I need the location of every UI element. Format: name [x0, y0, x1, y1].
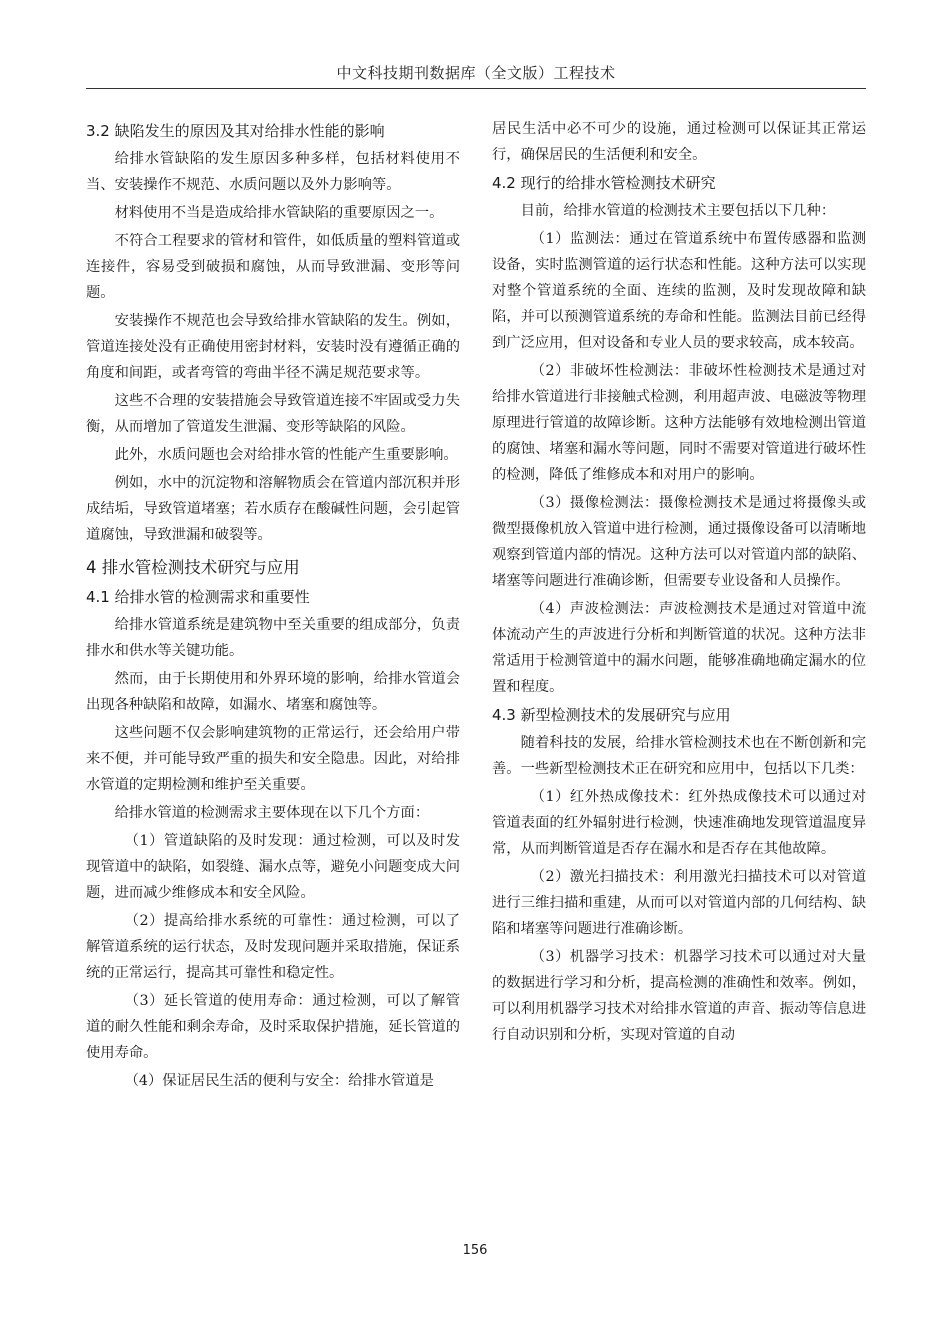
paragraph: 例如，水中的沉淀物和溶解物质会在管道内部沉积并形成结垢，导致管道堵塞；若水质存在酸碱性问题，会引起管道腐蚀，导致泄漏和破裂等。 — [86, 475, 460, 543]
section-4-2-heading: 4.2 现行的给排水管检测技术研究 — [492, 174, 716, 192]
list-item: （2）非破坏性检测法：非破坏性检测技术是通过对给排水管道进行非接触式检测，利用超声波、电磁波等物理原理进行管道的故障诊断。这种方法能够有效地检测出管道的腐蚀、堵塞和漏水等问题，同时不需要对管道进行破坏性的检测，降低了维修成本和对用户的影响。 — [492, 363, 866, 483]
paragraph: 安装操作不规范也会导致给排水管缺陷的发生。例如，管道连接处没有正确使用密封材料，安装时没有遵循正确的角度和间距，或者弯管的弯曲半径不满足规范要求等。 — [86, 313, 460, 381]
header-rule — [86, 88, 866, 89]
journal-header: 中文科技期刊数据库（全文版）工程技术 — [336, 64, 616, 82]
paragraph: 这些不合理的安装措施会导致管道连接不牢固或受力失衡，从而增加了管道发生泄漏、变形等缺陷的风险。 — [86, 393, 460, 435]
paragraph: 给排水管道的检测需求主要体现在以下几个方面： — [114, 805, 430, 821]
paragraph: 材料使用不当是造成给排水管缺陷的重要原因之一。 — [114, 205, 444, 221]
left-column — [86, 116, 460, 1096]
list-item: （4）保证居民生活的便利与安全：给排水管道是 — [124, 1073, 434, 1089]
list-item: （1）红外热成像技术：红外热成像技术可以通过对管道表面的红外辐射进行检测，快速准确地发现管道温度异常，从而判断管道是否存在漏水和是否存在其他故障。 — [492, 789, 866, 857]
list-item: （3）延长管道的使用寿命：通过检测，可以了解管道的耐久性能和剩余寿命，及时采取保护措施，延长管道的使用寿命。 — [86, 993, 460, 1061]
section-3-2-heading: 3.2 缺陷发生的原因及其对给排水性能的影响 — [86, 122, 385, 140]
paragraph: 不符合工程要求的管材和管件，如低质量的塑料管道或连接件，容易受到破损和腐蚀，从而导致泄漏、变形等问题。 — [86, 233, 460, 301]
list-item: （3）摄像检测法：摄像检测技术是通过将摄像头或微型摄像机放入管道中进行检测，通过摄像设备可以清晰地观察到管道内部的情况。这种方法可以对管道内部的缺陷、堵塞等问题进行准确诊断，但需要专业设备和人员操作。 — [492, 495, 866, 589]
paragraph: 这些问题不仅会影响建筑物的正常运行，还会给用户带来不便，并可能导致严重的损失和安全隐患。因此，对给排水管道的定期检测和维护至关重要。 — [86, 725, 460, 793]
paragraph: 目前，给排水管道的检测技术主要包括以下几种： — [520, 203, 836, 219]
list-item: （1）管道缺陷的及时发现：通过检测，可以及时发现管道中的缺陷，如裂缝、漏水点等，避免小问题变成大问题，进而减少维修成本和安全风险。 — [86, 833, 460, 901]
right-column — [492, 116, 866, 1050]
paragraph: 然而，由于长期使用和外界环境的影响，给排水管道会出现各种缺陷和故障，如漏水、堵塞和腐蚀等。 — [86, 671, 460, 713]
list-item: （3）机器学习技术：机器学习技术可以通过对大量的数据进行学习和分析，提高检测的准确性和效率。例如，可以利用机器学习技术对给排水管道的声音、振动等信息进行自动识别和分析，实现对管道的自动 — [492, 949, 866, 1043]
paragraph-continued: 居民生活中必不可少的设施，通过检测可以保证其正常运行，确保居民的生活便利和安全。 — [492, 121, 866, 163]
list-item: （1）监测法：通过在管道系统中布置传感器和监测设备，实时监测管道的运行状态和性能。这种方法可以实现对整个管道系统的全面、连续的监测，及时发现故障和缺陷，并可以预测管道系统的寿命和性能。监测法目前已经得到广泛应用，但对设备和专业人员的要求较高，成本较高。 — [492, 231, 866, 351]
list-item: （4）声波检测法：声波检测技术是通过对管道中流体流动产生的声波进行分析和判断管道的状况。这种方法非常适用于检测管道中的漏水问题，能够准确地确定漏水的位置和程度。 — [492, 601, 866, 695]
section-4-3-heading: 4.3 新型检测技术的发展研究与应用 — [492, 706, 731, 724]
paragraph: 随着科技的发展，给排水管检测技术也在不断创新和完善。一些新型检测技术正在研究和应用中，包括以下几类： — [492, 735, 866, 777]
section-4-1-heading: 4.1 给排水管的检测需求和重要性 — [86, 588, 310, 606]
paragraph: 给排水管缺陷的发生原因多种多样，包括材料使用不当、安装操作不规范、水质问题以及外力影响等。 — [86, 151, 460, 193]
page-number: 156 — [462, 1243, 488, 1258]
list-item: （2）提高给排水系统的可靠性：通过检测，可以了解管道系统的运行状态，及时发现问题并采取措施，保证系统的正常运行，提高其可靠性和稳定性。 — [86, 913, 460, 981]
paragraph: 此外，水质问题也会对给排水管的性能产生重要影响。 — [114, 447, 458, 463]
paragraph: 给排水管道系统是建筑物中至关重要的组成部分，负责排水和供水等关键功能。 — [86, 617, 460, 659]
section-4-heading: 4 排水管检测技术研究与应用 — [86, 558, 300, 577]
list-item: （2）激光扫描技术：利用激光扫描技术可以对管道进行三维扫描和重建，从而可以对管道内部的几何结构、缺陷和堵塞等问题进行准确诊断。 — [492, 869, 866, 937]
